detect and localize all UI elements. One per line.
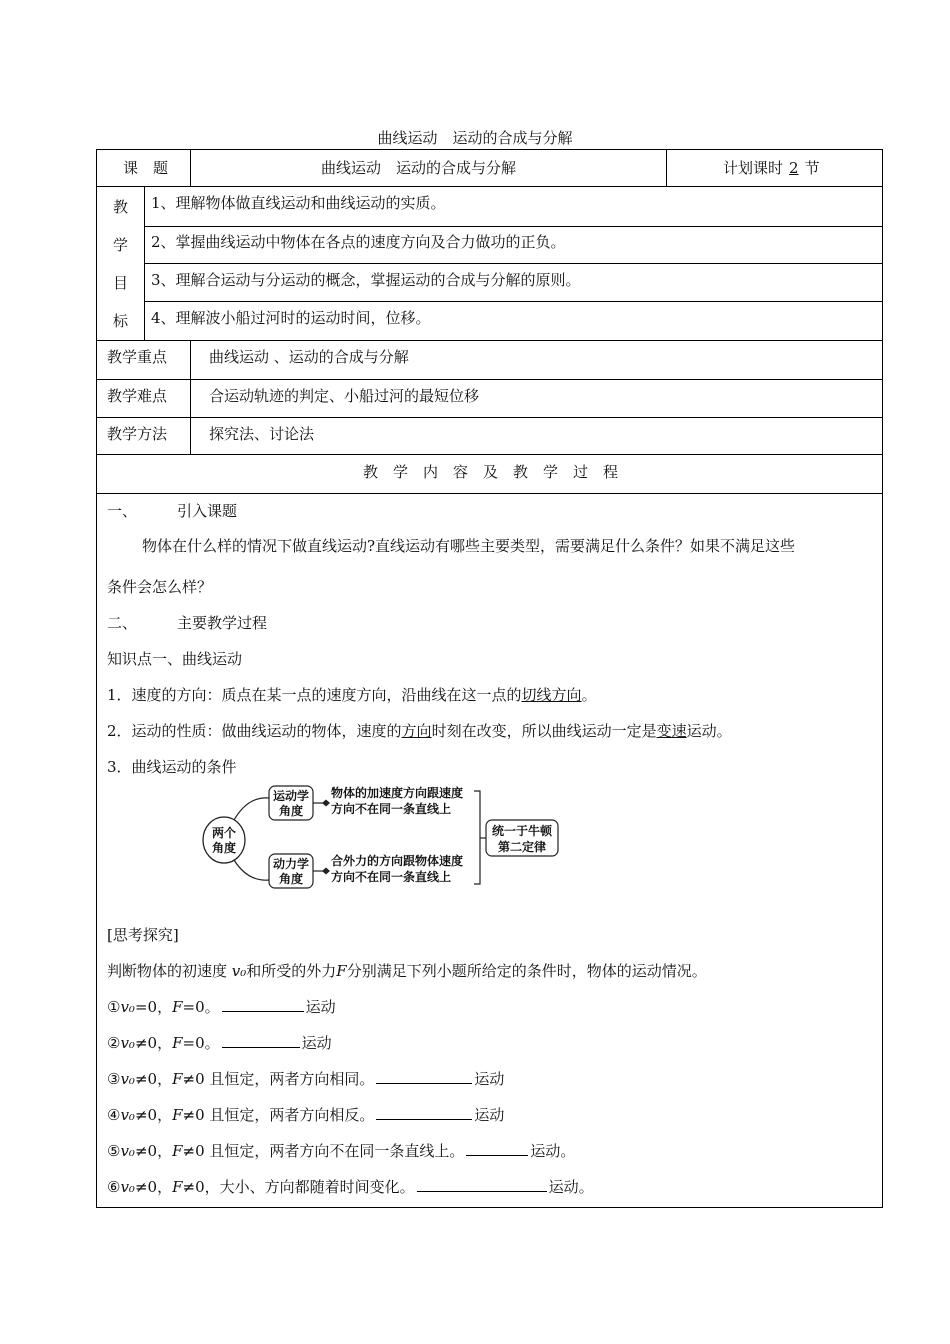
section-2-number: 二、 xyxy=(107,614,138,632)
item-v0-cond: =0， xyxy=(134,998,173,1016)
v0-symbol: v₀ xyxy=(120,1106,135,1124)
dynamics-condition-line: 方向不在同一条直线上 xyxy=(331,870,452,884)
key-point-value: 曲线运动 、运动的合成与分解 xyxy=(209,348,409,366)
bracket xyxy=(474,791,480,884)
newton-law-label-line: 第二定律 xyxy=(497,840,547,854)
item-force-cond: ≠0 且恒定，两者方向相同。 xyxy=(182,1070,375,1088)
goal-item: 4、理解波小船过河时的运动时间，位移。 xyxy=(151,309,431,327)
item-tail: 运动 xyxy=(474,1106,505,1124)
force-symbol: F xyxy=(172,1178,183,1196)
think-intro-b: 和所受的外力 xyxy=(246,962,337,980)
item-v0-cond: ≠0， xyxy=(134,1070,173,1088)
item-number: ④ xyxy=(107,1106,121,1124)
force-symbol: F xyxy=(336,962,347,980)
newton-law-label-line: 统一于牛顿 xyxy=(491,824,553,838)
kinematics-condition-line: 方向不在同一条直线上 xyxy=(331,802,452,816)
item-v0-cond: ≠0， xyxy=(134,1178,173,1196)
answer-blank[interactable] xyxy=(376,1069,472,1084)
v0-symbol: v₀ xyxy=(120,1070,135,1088)
root-label-line: 角度 xyxy=(211,841,237,855)
think-intro-a: 判断物体的初速度 xyxy=(107,962,232,980)
force-symbol: F xyxy=(172,1142,183,1160)
point-2-text: 2．运动的性质：做曲线运动的物体，速度的 xyxy=(107,722,402,740)
item-tail: 运动。 xyxy=(530,1142,576,1160)
section-2-title: 主要教学过程 xyxy=(177,614,268,632)
item-tail: 运动 xyxy=(305,998,336,1016)
force-symbol: F xyxy=(172,1106,183,1124)
root-label-line: 两个 xyxy=(211,826,237,840)
subject-value: 曲线运动 运动的合成与分解 xyxy=(321,159,517,177)
think-item xyxy=(107,1032,332,1053)
planned-hours-unit: 节 xyxy=(804,159,820,177)
item-force-cond: ≠0 且恒定，两者方向不在同一条直线上。 xyxy=(182,1142,465,1160)
point-1-end: 。 xyxy=(581,686,597,704)
v0-symbol: v₀ xyxy=(120,1034,135,1052)
think-item xyxy=(107,1104,504,1125)
kinematics-condition-line: 物体的加速度方向跟速度 xyxy=(331,786,464,800)
kinematics-label-line: 角度 xyxy=(278,804,304,818)
item-number: ⑤ xyxy=(107,1142,121,1160)
v0-symbol: v₀ xyxy=(120,1178,135,1196)
knowledge-point-1: 知识点一、曲线运动 xyxy=(107,650,243,668)
item-v0-cond: ≠0， xyxy=(134,1034,173,1052)
point-1-answer: 切线方向 xyxy=(521,686,582,704)
dynamics-label-line: 角度 xyxy=(278,872,304,886)
think-explore-header: [思考探究] xyxy=(107,926,179,944)
item-number: ⑥ xyxy=(107,1178,121,1196)
subject-label: 课 题 xyxy=(123,159,169,177)
think-item xyxy=(107,996,336,1017)
difficulty-label: 教学难点 xyxy=(107,387,168,405)
key-point-label: 教学重点 xyxy=(107,348,168,366)
item-force-cond: =0。 xyxy=(182,998,220,1016)
goal-item: 1、理解物体做直线运动和曲线运动的实质。 xyxy=(151,194,446,212)
point-2-motion-nature xyxy=(107,720,732,741)
item-force-cond: ≠0，大小、方向都随着时间变化。 xyxy=(182,1178,415,1196)
think-item xyxy=(107,1176,594,1197)
curvilinear-motion-conditions-diagram xyxy=(100,782,560,902)
item-force-cond: =0。 xyxy=(182,1034,220,1052)
item-tail: 运动 xyxy=(301,1034,332,1052)
method-label: 教学方法 xyxy=(107,425,168,443)
intro-paragraph-line: 条件会怎么样？ xyxy=(107,578,213,596)
connector-top xyxy=(234,798,269,820)
item-number: ② xyxy=(107,1034,121,1052)
point-2-answer-1: 方向 xyxy=(401,722,432,740)
dynamics-condition-line: 合外力的方向跟物体速度 xyxy=(331,854,464,868)
answer-blank[interactable] xyxy=(222,997,304,1012)
force-symbol: F xyxy=(172,1070,183,1088)
intro-paragraph-line: 物体在什么样的情况下做直线运动?直线运动有哪些主要类型，需要满足什么条件？如果不满足这些 xyxy=(142,537,796,555)
process-header: 教 学 内 容 及 教 学 过 程 xyxy=(362,463,618,481)
document-title: 曲线运动 运动的合成与分解 xyxy=(377,129,573,147)
item-v0-cond: ≠0， xyxy=(134,1106,173,1124)
point-1-velocity-direction xyxy=(107,684,597,705)
think-intro-c: 分别满足下列小题所给定的条件时，物体的运动情况。 xyxy=(346,962,707,980)
force-symbol: F xyxy=(172,998,183,1016)
item-tail: 运动 xyxy=(474,1070,505,1088)
planned-hours xyxy=(723,157,820,178)
point-3-conditions: 3．曲线运动的条件 xyxy=(107,758,237,776)
answer-blank[interactable] xyxy=(466,1141,528,1156)
point-2-end: 运动。 xyxy=(686,722,732,740)
point-1-text: 1．速度的方向：质点在某一点的速度方向，沿曲线在这一点的 xyxy=(107,686,522,704)
lesson-plan-table xyxy=(96,149,883,1208)
v0-symbol: v₀ xyxy=(120,998,135,1016)
answer-blank[interactable] xyxy=(376,1105,472,1120)
goals-side-char: 学 xyxy=(113,236,129,254)
item-number: ① xyxy=(107,998,121,1016)
section-1-title: 引入课题 xyxy=(177,502,238,520)
force-symbol: F xyxy=(172,1034,183,1052)
item-v0-cond: ≠0， xyxy=(134,1142,173,1160)
think-intro xyxy=(107,960,707,981)
item-tail: 运动。 xyxy=(548,1178,594,1196)
v0-symbol: v₀ xyxy=(120,1142,135,1160)
goal-item: 3、理解合运动与分运动的概念，掌握运动的合成与分解的原则。 xyxy=(151,271,581,289)
goal-item: 2、掌握曲线运动中物体在各点的速度方向及合力做功的正负。 xyxy=(151,233,566,251)
section-2-heading xyxy=(107,612,267,633)
answer-blank[interactable] xyxy=(222,1033,300,1048)
think-item xyxy=(107,1068,504,1089)
goals-side-char: 标 xyxy=(113,312,129,330)
diamond-marker xyxy=(322,868,330,875)
goals-side-char: 教 xyxy=(113,198,129,216)
goals-side-char: 目 xyxy=(113,274,129,292)
planned-hours-label: 计划课时 xyxy=(723,159,784,177)
section-1-heading xyxy=(107,500,237,521)
difficulty-value: 合运动轨迹的判定、小船过河的最短位移 xyxy=(209,387,480,405)
item-number: ③ xyxy=(107,1070,121,1088)
answer-blank[interactable] xyxy=(417,1177,547,1192)
think-item xyxy=(107,1140,575,1161)
item-force-cond: ≠0 且恒定，两者方向相反。 xyxy=(182,1106,375,1124)
point-2-text-mid: 时刻在改变，所以曲线运动一定是 xyxy=(431,722,657,740)
planned-hours-value: 2 xyxy=(789,159,799,177)
method-value: 探究法、讨论法 xyxy=(209,425,315,443)
section-1-number: 一、 xyxy=(107,502,138,520)
dynamics-label-line: 动力学 xyxy=(272,857,310,871)
connector-bottom xyxy=(234,860,269,880)
diamond-marker xyxy=(322,800,330,807)
v0-symbol: v₀ xyxy=(231,962,247,980)
root-node xyxy=(203,817,245,863)
kinematics-label-line: 运动学 xyxy=(272,789,310,803)
point-2-answer-2: 变速 xyxy=(656,722,687,740)
